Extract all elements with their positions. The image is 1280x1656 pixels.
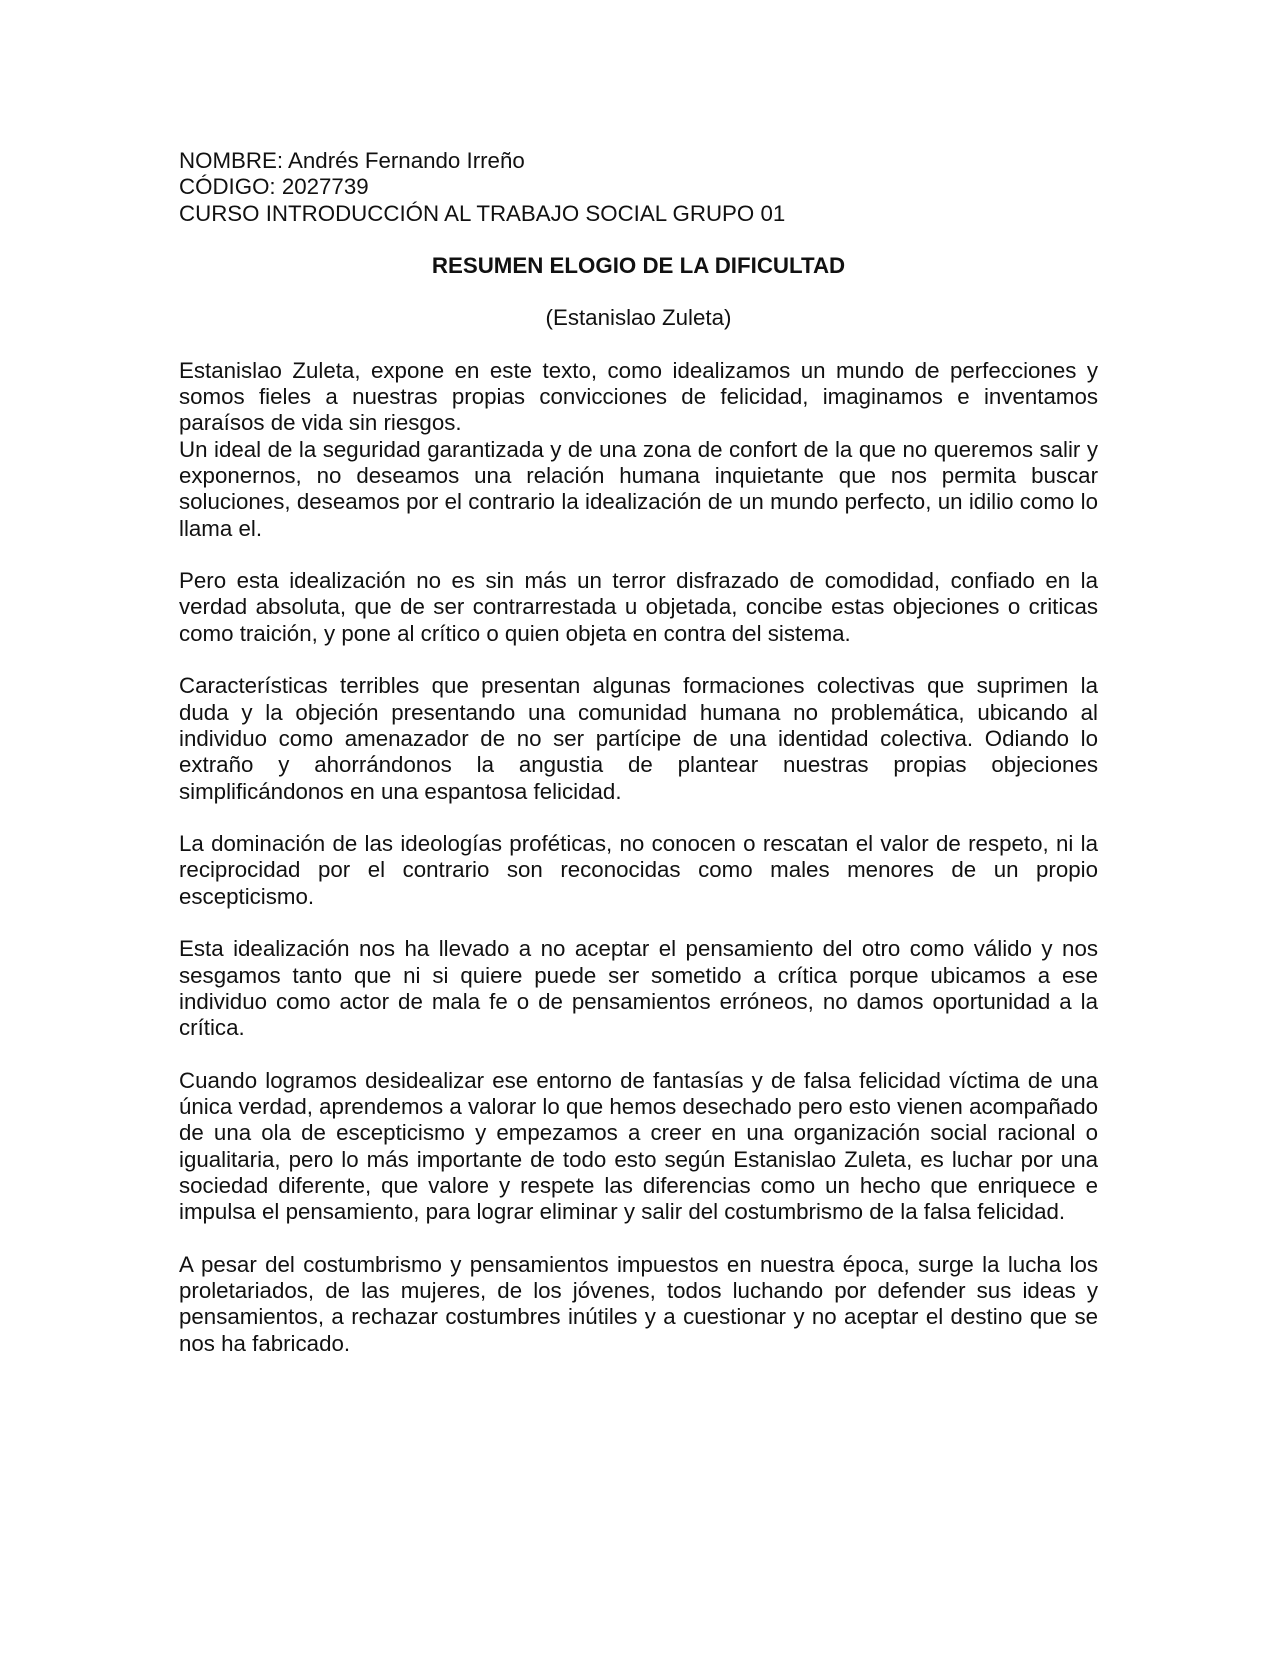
course-line: CURSO INTRODUCCIÓN AL TRABAJO SOCIAL GRUPO 01 bbox=[179, 200, 786, 226]
paragraph-6: Esta idealización nos ha llevado a no aceptar el pensamiento del otro como válido y nos sesgamos tanto que ni si quiere puede ser sometido a crítica porque ubicamos a ese individuo como actor de mala fe o de pensamientos erróneos, no damos oportunidad a la crítica. bbox=[179, 936, 1098, 1041]
paragraph-7: Cuando logramos desidealizar ese entorno de fantasías y de falsa felicidad víctima de una única verdad, aprendemos a valorar lo que hemos desechado pero esto vienen acompañado de una ola de escepticismo y empezamos a creer en una organización social racional o igualitaria, pero lo más importante de todo esto según Estanislao Zuleta, es luchar por una sociedad diferente, que valore y respete las diferencias como un hecho que enriquece e impulsa el pensamiento, para lograr eliminar y salir del costumbrismo de la falsa felicidad. bbox=[179, 1067, 1098, 1225]
paragraph-5: La dominación de las ideologías proféticas, no conocen o rescatan el valor de respeto, ni la reciprocidad por el contrario son reconocidas como males menores de un propio escepticismo. bbox=[179, 831, 1098, 909]
student-name: NOMBRE: Andrés Fernando Irreño bbox=[179, 148, 525, 173]
paragraph-1: Estanislao Zuleta, expone en este texto, como idealizamos un mundo de perfecciones y somos fieles a nuestras propias convicciones de felicidad, imaginamos e inventamos paraísos de vida sin riesgos. bbox=[179, 357, 1098, 436]
document-title: RESUMEN ELOGIO DE LA DIFICULTAD bbox=[431, 252, 846, 278]
paragraph-2: Un ideal de la seguridad garantizada y de una zona de confort de la que no queremos salir y exponernos, no deseamos una relación humana inquietante que nos permita buscar soluciones, deseamos por el contrario la idealización de un mundo perfecto, un idilio como lo llama el. bbox=[179, 436, 1098, 541]
paragraph-3: Pero esta idealización no es sin más un terror disfrazado de comodidad, confiado en la verdad absoluta, que de ser contrarrestada u objetada, concibe estas objeciones o criticas como traición, y pone al crítico o quien objeta en contra del sistema. bbox=[179, 568, 1098, 646]
paragraph-8: A pesar del costumbrismo y pensamientos impuestos en nuestra época, surge la lucha los proletariados, de las mujeres, de los jóvenes, todos luchando por defender sus ideas y pensamientos, a rechazar costumbres inútiles y a cuestionar y no aceptar el destino que se nos ha fabricado. bbox=[179, 1251, 1098, 1356]
student-code: CÓDIGO: 2027739 bbox=[179, 174, 369, 200]
document-body bbox=[179, 148, 1098, 1357]
document-author: (Estanislao Zuleta) bbox=[545, 305, 732, 331]
paragraph-4: Características terribles que presentan algunas formaciones colectivas que suprimen la duda y la objeción presentando una comunidad humana no problemática, ubicando al individuo como amenazador de no ser partícipe de una identidad colectiva. Odiando lo extraño y ahorrándonos la angustia de plantear nuestras propias objeciones simplificándonos en una espantosa felicidad. bbox=[179, 673, 1098, 804]
